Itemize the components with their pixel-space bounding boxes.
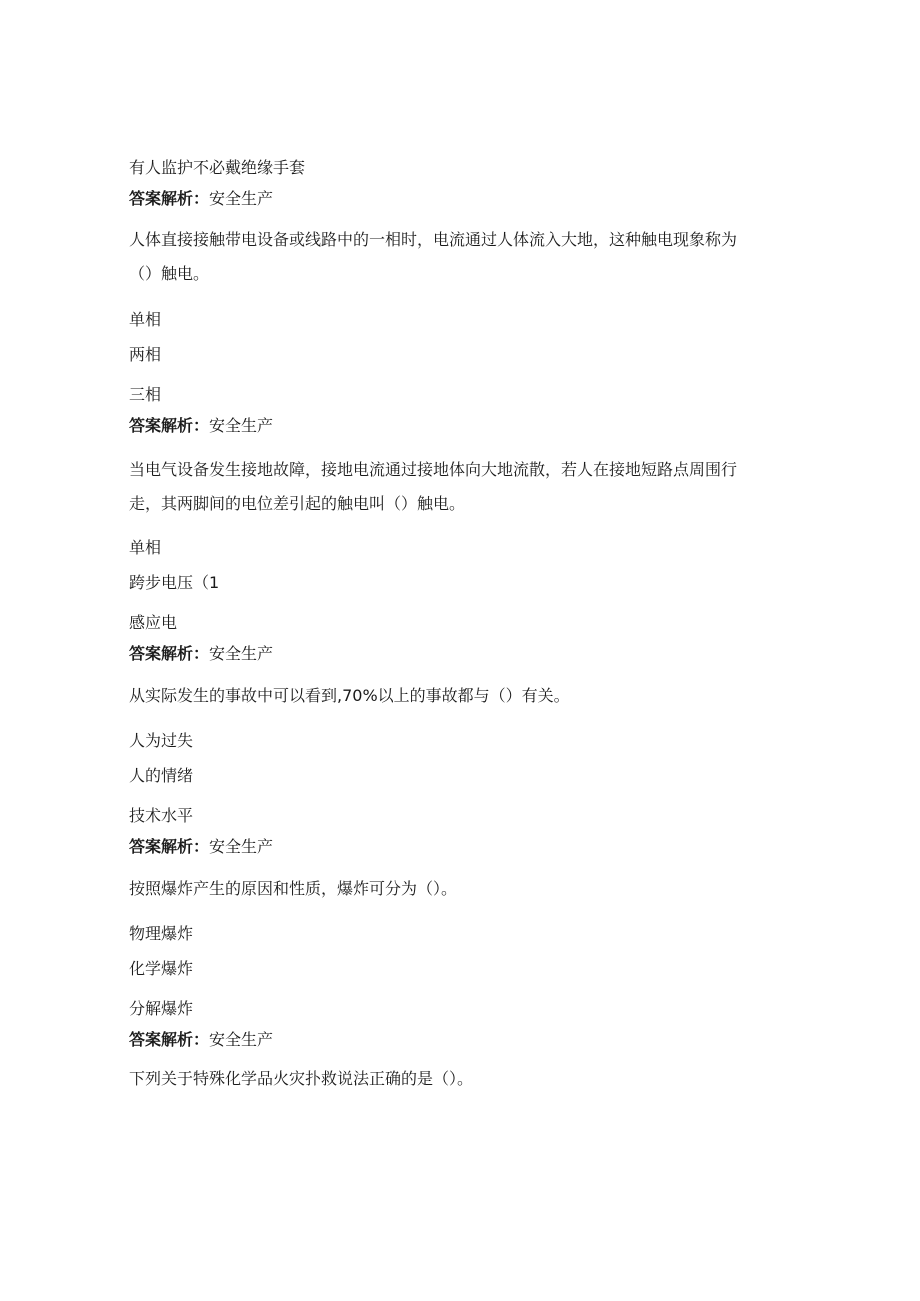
question-4-option-3: 分解爆炸 (129, 999, 194, 1018)
question-2-option-1: 单相 (129, 538, 162, 557)
question-3-option-1: 人为过失 (129, 731, 194, 750)
question-1-option-2: 两相 (129, 345, 162, 364)
answer-value: 安全生产 (209, 1030, 274, 1049)
question-4-text-line-1: 按照爆炸产生的原因和性质，爆炸可分为（）。 (129, 879, 458, 898)
answer-line (129, 644, 273, 664)
answer-value: 安全生产 (209, 189, 274, 208)
answer-label: 答案解析： (129, 837, 210, 856)
question-4-option-2: 化学爆炸 (129, 959, 194, 978)
answer-value: 安全生产 (209, 644, 274, 663)
question-2-text-line-2: 走，其两脚间的电位差引起的触电叫（）触电。 (129, 494, 466, 513)
answer-label: 答案解析： (129, 416, 210, 435)
question-1-text-line-2: （）触电。 (129, 264, 210, 283)
question-1-option-3: 三相 (129, 385, 162, 404)
question-1-option-1: 单相 (129, 310, 162, 329)
answer-line (129, 416, 273, 436)
question-2-option-2: 跨步电压（1 (129, 573, 220, 592)
answer-line (129, 1030, 273, 1050)
intro-line: 有人监护不必戴绝缘手套 (129, 158, 306, 177)
question-3-option-2: 人的情绪 (129, 766, 194, 785)
answer-label: 答案解析： (129, 1030, 210, 1049)
question-2-option-3: 感应电 (129, 613, 178, 632)
answer-label: 答案解析： (129, 189, 210, 208)
answer-line (129, 837, 273, 857)
question-3-text-line-1: 从实际发生的事故中可以看到,70%以上的事故都与（）有关。 (129, 686, 570, 705)
question-5-text-line-1: 下列关于特殊化学品火灾扑救说法正确的是（）。 (129, 1069, 474, 1088)
answer-line (129, 189, 273, 209)
answer-label: 答案解析： (129, 644, 210, 663)
question-4-option-1: 物理爆炸 (129, 924, 194, 943)
question-1-text-line-1: 人体直接接触带电设备或线路中的一相时，电流通过人体流入大地，这种触电现象称为 (129, 230, 738, 249)
answer-value: 安全生产 (209, 837, 274, 856)
answer-value: 安全生产 (209, 416, 274, 435)
question-3-option-3: 技术水平 (129, 806, 194, 825)
question-2-text-line-1: 当电气设备发生接地故障，接地电流通过接地体向大地流散，若人在接地短路点周围行 (129, 460, 738, 479)
